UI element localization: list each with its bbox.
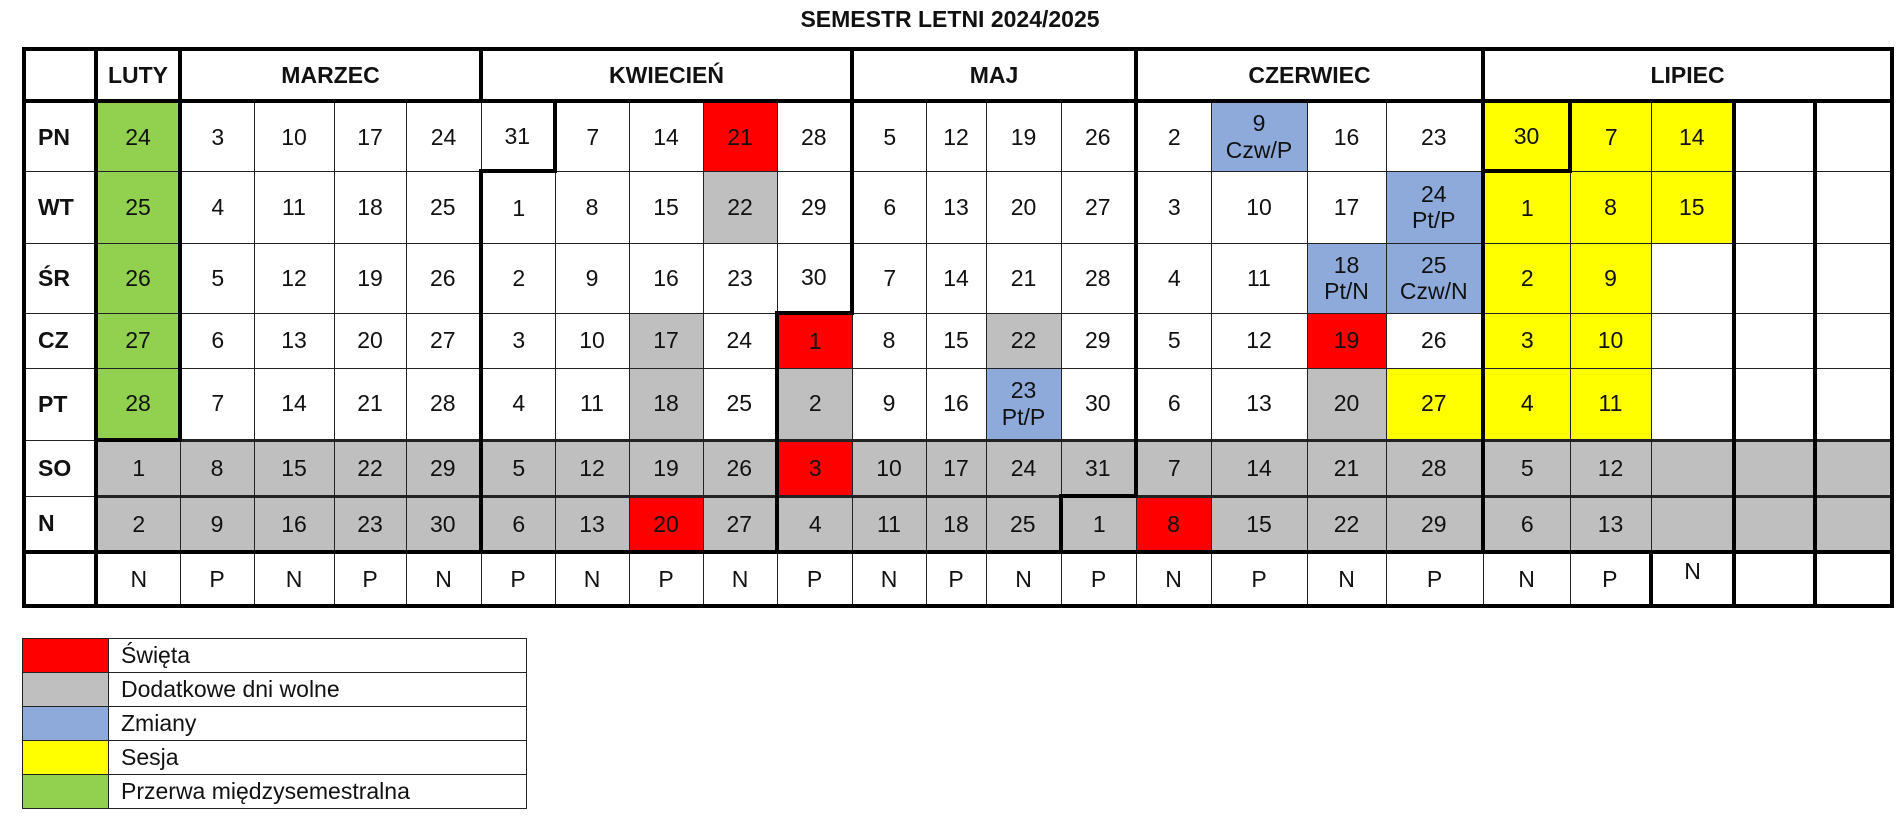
week-type-cell: P bbox=[180, 552, 254, 606]
week-type-cell: N bbox=[1136, 552, 1211, 606]
calendar-row bbox=[24, 101, 1892, 171]
day-label: PT bbox=[24, 368, 96, 440]
day-cell: 15 bbox=[1651, 171, 1734, 243]
day-cell: 14 bbox=[1651, 101, 1734, 171]
day-label: ŚR bbox=[24, 243, 96, 313]
week-type-cell: N bbox=[986, 552, 1061, 606]
day-cell bbox=[1734, 368, 1815, 440]
day-cell: 14 bbox=[254, 368, 334, 440]
week-type-cell: P bbox=[1211, 552, 1307, 606]
day-cell: 4 bbox=[180, 171, 254, 243]
day-cell bbox=[1734, 243, 1815, 313]
day-label: SO bbox=[24, 440, 96, 496]
day-cell: 23 bbox=[703, 243, 777, 313]
day-cell bbox=[1734, 440, 1815, 496]
day-cell: 21 bbox=[334, 368, 406, 440]
day-cell: 3 bbox=[777, 440, 852, 496]
day-cell: 26 bbox=[406, 243, 481, 313]
day-cell: 2 bbox=[1136, 101, 1211, 171]
week-type-label bbox=[24, 552, 96, 606]
day-cell bbox=[1815, 171, 1892, 243]
day-cell: 2 bbox=[1483, 243, 1570, 313]
day-cell: 24 bbox=[703, 313, 777, 368]
week-type-cell: P bbox=[926, 552, 986, 606]
day-cell: 12 bbox=[254, 243, 334, 313]
day-label: PN bbox=[24, 101, 96, 171]
calendar-row bbox=[24, 368, 1892, 440]
day-cell: 19 bbox=[334, 243, 406, 313]
day-cell: 7 bbox=[852, 243, 926, 313]
day-cell bbox=[986, 368, 1061, 440]
day-cell: 20 bbox=[334, 313, 406, 368]
day-cell: 25 bbox=[703, 368, 777, 440]
legend-item bbox=[23, 639, 527, 673]
day-cell: 8 bbox=[852, 313, 926, 368]
day-cell: 28 bbox=[406, 368, 481, 440]
day-cell: 18 bbox=[334, 171, 406, 243]
day-cell: 17 bbox=[926, 440, 986, 496]
day-cell: 15 bbox=[1211, 496, 1307, 552]
day-cell: 2 bbox=[481, 243, 555, 313]
day-cell: 13 bbox=[926, 171, 986, 243]
day-cell: 24 bbox=[986, 440, 1061, 496]
day-cell: 4 bbox=[481, 368, 555, 440]
day-cell: 1 bbox=[481, 171, 555, 243]
day-cell: 30 bbox=[777, 243, 852, 313]
week-type-cell: P bbox=[777, 552, 852, 606]
day-cell: 13 bbox=[555, 496, 629, 552]
day-cell: 12 bbox=[1211, 313, 1307, 368]
month-header: LUTY bbox=[96, 49, 180, 101]
page-title: SEMESTR LETNI 2024/2025 bbox=[800, 6, 1100, 32]
week-type-cell: N bbox=[1651, 552, 1734, 606]
day-cell: 25 bbox=[986, 496, 1061, 552]
month-header: LIPIEC bbox=[1483, 49, 1892, 101]
day-cell: 8 bbox=[1570, 171, 1651, 243]
day-cell: 13 bbox=[254, 313, 334, 368]
day-cell: 10 bbox=[555, 313, 629, 368]
week-type-cell bbox=[1734, 552, 1815, 606]
day-cell bbox=[1211, 101, 1307, 171]
day-cell: 23 bbox=[334, 496, 406, 552]
day-cell: 6 bbox=[1136, 368, 1211, 440]
day-cell: 29 bbox=[1386, 496, 1483, 552]
day-cell bbox=[1815, 243, 1892, 313]
day-cell: 10 bbox=[254, 101, 334, 171]
month-header: MARZEC bbox=[180, 49, 481, 101]
month-header: MAJ bbox=[852, 49, 1136, 101]
day-cell bbox=[1734, 171, 1815, 243]
calendar-row bbox=[24, 496, 1892, 552]
day-cell: 30 bbox=[1061, 368, 1136, 440]
day-cell: 27 bbox=[703, 496, 777, 552]
legend-swatch bbox=[23, 673, 109, 707]
day-number: 24 bbox=[1420, 180, 1447, 207]
day-cell: 1 bbox=[1483, 171, 1570, 243]
legend-label: Dodatkowe dni wolne bbox=[109, 673, 527, 707]
week-type-cell: N bbox=[555, 552, 629, 606]
day-cell: 6 bbox=[852, 171, 926, 243]
day-cell: 21 bbox=[986, 243, 1061, 313]
day-cell: 19 bbox=[986, 101, 1061, 171]
day-cell: 24 bbox=[406, 101, 481, 171]
calendar-row bbox=[24, 243, 1892, 313]
day-cell: 12 bbox=[926, 101, 986, 171]
day-cell: 12 bbox=[1570, 440, 1651, 496]
day-cell: 8 bbox=[180, 440, 254, 496]
day-cell: 2 bbox=[96, 496, 180, 552]
day-cell: 10 bbox=[1570, 313, 1651, 368]
day-cell: 30 bbox=[406, 496, 481, 552]
legend-label: Sesja bbox=[109, 741, 527, 775]
day-cell: 29 bbox=[777, 171, 852, 243]
day-cell: 9 bbox=[555, 243, 629, 313]
day-cell: 10 bbox=[1211, 171, 1307, 243]
day-cell: 31 bbox=[481, 101, 555, 171]
day-cell: 19 bbox=[1307, 313, 1386, 368]
day-cell bbox=[1651, 440, 1734, 496]
week-type-cell: N bbox=[254, 552, 334, 606]
day-cell: 28 bbox=[96, 368, 180, 440]
day-cell: 18 bbox=[629, 368, 703, 440]
week-type-cell: P bbox=[629, 552, 703, 606]
legend-label: Przerwa międzysemestralna bbox=[109, 775, 527, 809]
day-cell: 25 bbox=[406, 171, 481, 243]
week-type-cell: P bbox=[1570, 552, 1651, 606]
day-cell: 16 bbox=[926, 368, 986, 440]
day-cell: 11 bbox=[555, 368, 629, 440]
legend-label: Zmiany bbox=[109, 707, 527, 741]
day-cell: 20 bbox=[629, 496, 703, 552]
day-cell bbox=[1734, 313, 1815, 368]
day-cell bbox=[1307, 243, 1386, 313]
day-cell: 9 bbox=[1570, 243, 1651, 313]
day-cell: 4 bbox=[777, 496, 852, 552]
day-cell: 27 bbox=[96, 313, 180, 368]
day-cell bbox=[1651, 368, 1734, 440]
day-cell: 28 bbox=[1061, 243, 1136, 313]
day-cell bbox=[1386, 243, 1483, 313]
day-number: 18 bbox=[1333, 251, 1360, 278]
legend-table bbox=[22, 638, 527, 809]
day-cell: 2 bbox=[777, 368, 852, 440]
legend-item bbox=[23, 707, 527, 741]
week-type-cell: P bbox=[1061, 552, 1136, 606]
day-cell bbox=[1651, 496, 1734, 552]
day-cell bbox=[1815, 313, 1892, 368]
day-cell: 16 bbox=[629, 243, 703, 313]
day-cell: 24 bbox=[96, 101, 180, 171]
day-change-note: Pt/P bbox=[1412, 207, 1456, 233]
week-type-cell: P bbox=[481, 552, 555, 606]
day-cell: 5 bbox=[1136, 313, 1211, 368]
day-cell: 18 bbox=[926, 496, 986, 552]
day-cell: 26 bbox=[96, 243, 180, 313]
day-cell: 1 bbox=[777, 313, 852, 368]
day-cell: 3 bbox=[180, 101, 254, 171]
day-cell bbox=[1651, 313, 1734, 368]
month-header: KWIECIEŃ bbox=[481, 49, 852, 101]
month-header: CZERWIEC bbox=[1136, 49, 1483, 101]
week-type-cell: N bbox=[1307, 552, 1386, 606]
day-cell: 6 bbox=[180, 313, 254, 368]
day-cell: 11 bbox=[254, 171, 334, 243]
corner-cell bbox=[24, 49, 96, 101]
day-change-note: Czw/P bbox=[1225, 136, 1293, 163]
day-cell: 27 bbox=[406, 313, 481, 368]
day-cell: 14 bbox=[629, 101, 703, 171]
day-number: 25 bbox=[1420, 251, 1447, 278]
day-cell: 16 bbox=[1307, 101, 1386, 171]
day-label: N bbox=[24, 496, 96, 552]
day-cell: 12 bbox=[555, 440, 629, 496]
day-cell: 21 bbox=[703, 101, 777, 171]
day-cell: 16 bbox=[254, 496, 334, 552]
day-cell: 22 bbox=[703, 171, 777, 243]
day-cell: 15 bbox=[254, 440, 334, 496]
day-cell: 3 bbox=[1136, 171, 1211, 243]
legend-swatch bbox=[23, 639, 109, 673]
calendar-row bbox=[24, 313, 1892, 368]
legend-swatch bbox=[23, 741, 109, 775]
day-cell: 9 bbox=[852, 368, 926, 440]
day-change-note: Czw/N bbox=[1399, 278, 1468, 304]
day-cell: 29 bbox=[1061, 313, 1136, 368]
week-type-cell: N bbox=[406, 552, 481, 606]
day-cell: 5 bbox=[852, 101, 926, 171]
day-cell: 5 bbox=[1483, 440, 1570, 496]
day-cell bbox=[1815, 368, 1892, 440]
day-cell: 17 bbox=[629, 313, 703, 368]
day-change-note: Pt/P bbox=[1001, 403, 1046, 430]
day-cell bbox=[1734, 101, 1815, 171]
day-cell bbox=[1734, 496, 1815, 552]
day-cell: 1 bbox=[1061, 496, 1136, 552]
calendar-table bbox=[22, 47, 1894, 608]
week-type-cell: P bbox=[1386, 552, 1483, 606]
day-cell: 26 bbox=[1386, 313, 1483, 368]
day-cell: 26 bbox=[703, 440, 777, 496]
day-cell: 8 bbox=[1136, 496, 1211, 552]
day-cell: 11 bbox=[1211, 243, 1307, 313]
week-type-cell: N bbox=[703, 552, 777, 606]
week-type-cell: P bbox=[334, 552, 406, 606]
day-label: WT bbox=[24, 171, 96, 243]
day-cell: 6 bbox=[1483, 496, 1570, 552]
day-cell: 4 bbox=[1136, 243, 1211, 313]
day-cell: 11 bbox=[852, 496, 926, 552]
day-cell: 7 bbox=[555, 101, 629, 171]
legend-item bbox=[23, 741, 527, 775]
week-type-cell: N bbox=[1483, 552, 1570, 606]
day-cell: 31 bbox=[1061, 440, 1136, 496]
day-cell: 23 bbox=[1386, 101, 1483, 171]
day-cell: 22 bbox=[986, 313, 1061, 368]
day-cell: 22 bbox=[1307, 496, 1386, 552]
day-cell: 4 bbox=[1483, 368, 1570, 440]
day-cell: 19 bbox=[629, 440, 703, 496]
day-cell: 11 bbox=[1570, 368, 1651, 440]
day-cell: 14 bbox=[1211, 440, 1307, 496]
day-cell: 20 bbox=[1307, 368, 1386, 440]
day-cell: 22 bbox=[334, 440, 406, 496]
calendar-row bbox=[24, 171, 1892, 243]
day-cell: 6 bbox=[481, 496, 555, 552]
day-cell: 20 bbox=[986, 171, 1061, 243]
week-type-cell: N bbox=[852, 552, 926, 606]
day-cell: 9 bbox=[180, 496, 254, 552]
day-cell: 26 bbox=[1061, 101, 1136, 171]
day-cell bbox=[1815, 496, 1892, 552]
day-number: 9 bbox=[1252, 110, 1266, 137]
day-cell: 21 bbox=[1307, 440, 1386, 496]
day-cell: 13 bbox=[1211, 368, 1307, 440]
legend-label: Święta bbox=[109, 639, 527, 673]
day-cell: 3 bbox=[1483, 313, 1570, 368]
day-change-note: Pt/N bbox=[1324, 278, 1369, 304]
day-cell bbox=[1386, 171, 1483, 243]
day-cell: 30 bbox=[1483, 101, 1570, 171]
day-cell: 14 bbox=[926, 243, 986, 313]
day-cell: 5 bbox=[481, 440, 555, 496]
day-cell: 1 bbox=[96, 440, 180, 496]
day-cell: 15 bbox=[926, 313, 986, 368]
day-cell: 17 bbox=[334, 101, 406, 171]
day-cell: 27 bbox=[1386, 368, 1483, 440]
day-number: 23 bbox=[1010, 377, 1037, 404]
day-cell: 7 bbox=[1570, 101, 1651, 171]
day-cell: 28 bbox=[777, 101, 852, 171]
day-cell: 27 bbox=[1061, 171, 1136, 243]
day-cell: 5 bbox=[180, 243, 254, 313]
calendar-row bbox=[24, 440, 1892, 496]
legend-item bbox=[23, 775, 527, 809]
day-cell: 8 bbox=[555, 171, 629, 243]
day-cell bbox=[1651, 243, 1734, 313]
day-cell bbox=[1815, 440, 1892, 496]
day-label: CZ bbox=[24, 313, 96, 368]
day-cell: 29 bbox=[406, 440, 481, 496]
legend-swatch bbox=[23, 707, 109, 741]
day-cell: 3 bbox=[481, 313, 555, 368]
week-type-cell: N bbox=[96, 552, 180, 606]
legend-swatch bbox=[23, 775, 109, 809]
day-cell: 7 bbox=[1136, 440, 1211, 496]
week-type-cell bbox=[1815, 552, 1892, 606]
day-cell: 7 bbox=[180, 368, 254, 440]
day-cell: 10 bbox=[852, 440, 926, 496]
day-cell: 13 bbox=[1570, 496, 1651, 552]
legend-item bbox=[23, 673, 527, 707]
day-cell: 15 bbox=[629, 171, 703, 243]
day-cell bbox=[1815, 101, 1892, 171]
day-cell: 28 bbox=[1386, 440, 1483, 496]
day-cell: 17 bbox=[1307, 171, 1386, 243]
day-cell: 25 bbox=[96, 171, 180, 243]
